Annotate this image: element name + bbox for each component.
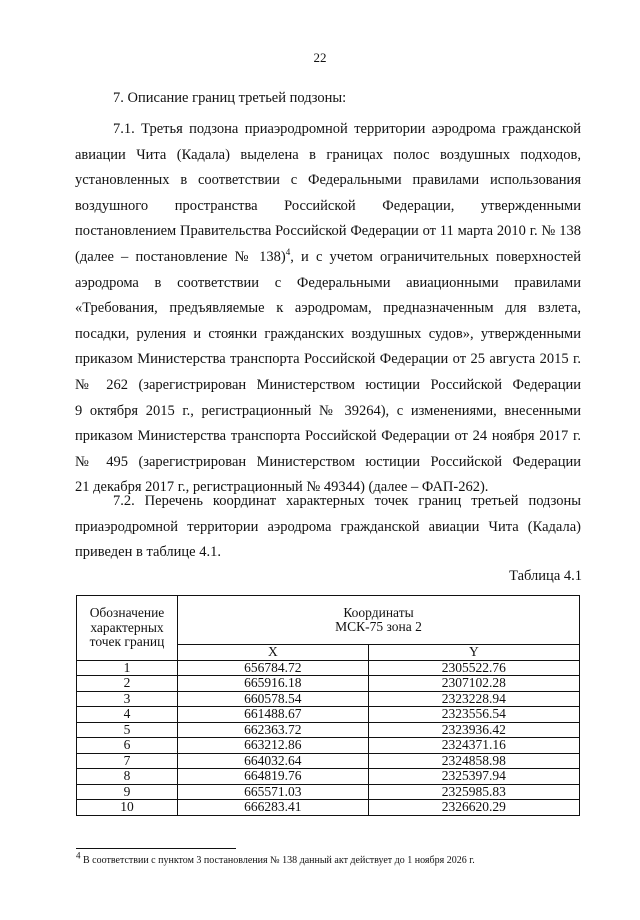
cell-x: 660578.54 <box>178 691 369 707</box>
text-line: приаэродромной территории аэродрома гражданской авиации Чита (Кадала) <box>75 518 581 535</box>
text-line: постановлением Правительства Российской Федерации от 11 марта 2010 г. № 138 <box>75 223 581 240</box>
text-line: приказом Министерства транспорта Российской Федерации от 24 ноября 2017 г. <box>75 428 581 445</box>
text-fragment: (далее – постановление № 138) <box>75 248 286 265</box>
cell-y: 2326620.29 <box>368 800 579 816</box>
header-coordinates-title: Координаты <box>343 604 414 620</box>
table-row <box>77 722 580 738</box>
text-line: приказом Министерства транспорта Российской Федерации от 25 августа 2015 г. <box>75 351 581 368</box>
cell-y: 2325985.83 <box>368 784 579 800</box>
table-row <box>77 691 580 707</box>
text-line: воздушного пространства Российской Федерации, утвержденными <box>75 197 581 214</box>
footnote-marker: 4 <box>76 850 81 861</box>
section-heading: 7. Описание границ третьей подзоны: <box>113 90 347 106</box>
cell-n: 3 <box>77 691 178 707</box>
text-fragment: , и с учетом ограничительных поверхностей <box>290 248 581 265</box>
cell-n: 6 <box>77 738 178 754</box>
cell-n: 9 <box>77 784 178 800</box>
footnote-ref: 4 <box>285 247 291 258</box>
header-y: Y <box>368 645 579 661</box>
page-number: 22 <box>313 50 327 65</box>
cell-y: 2307102.28 <box>368 676 579 692</box>
header-coordinates <box>178 596 580 645</box>
cell-y: 2324858.98 <box>368 753 579 769</box>
text-line: посадки, руления и стоянки гражданских воздушных судов», утвержденными <box>75 325 581 342</box>
table-body <box>77 660 580 815</box>
paragraph-7-1 <box>75 117 581 501</box>
text-line: № 262 (зарегистрирован Министерством юстиции Российской Федерации <box>75 376 581 393</box>
cell-y: 2305522.76 <box>368 660 579 676</box>
text-line: 21 декабря 2017 г., регистрационный № 49344) (далее – ФАП-262). <box>75 479 489 496</box>
cell-n: 8 <box>77 769 178 785</box>
cell-x: 662363.72 <box>178 722 369 738</box>
cell-x: 663212.86 <box>178 738 369 754</box>
text-line: № 495 (зарегистрирован Министерством юстиции Российской Федерации <box>75 453 581 470</box>
header-coordinates-system: МСК-75 зона 2 <box>335 619 422 634</box>
text-line: 7.2. Перечень координат характерных точек границ третьей подзоны <box>113 493 581 509</box>
header-points: Обозначение характерных точек границ <box>77 596 178 661</box>
cell-y: 2324371.16 <box>368 738 579 754</box>
cell-n: 2 <box>77 676 178 692</box>
cell-n: 5 <box>77 722 178 738</box>
cell-x: 665916.18 <box>178 676 369 692</box>
table-row <box>77 707 580 723</box>
cell-x: 664032.64 <box>178 753 369 769</box>
cell-n: 10 <box>77 800 178 816</box>
text-line: приведен в таблице 4.1. <box>75 544 221 561</box>
text-line: 9 октября 2015 г., регистрационный № 39264), с изменениями, внесенными <box>75 402 581 419</box>
table-row <box>77 738 580 754</box>
footnote-divider <box>76 848 236 849</box>
table-row <box>77 660 580 676</box>
text-line: аэродрома в соответствии с Федеральными авиационными правилами <box>75 274 581 291</box>
cell-x: 666283.41 <box>178 800 369 816</box>
cell-x: 665571.03 <box>178 784 369 800</box>
header-x: X <box>178 645 369 661</box>
cell-y: 2323936.42 <box>368 722 579 738</box>
footnote-text: В соответствии с пунктом 3 постановления № 138 данный акт действует до 1 ноября 2026 г. <box>80 855 475 866</box>
table-row <box>77 784 580 800</box>
cell-n: 1 <box>77 660 178 676</box>
table-header-row <box>77 596 580 645</box>
text-line-with-footnote <box>75 245 581 271</box>
cell-y: 2325397.94 <box>368 769 579 785</box>
text-line: 7.1. Третья подзона приаэродромной территории аэродрома гражданской <box>113 121 581 137</box>
cell-y: 2323556.54 <box>368 707 579 723</box>
footnote <box>76 850 475 866</box>
coordinates-table <box>76 595 580 816</box>
table-row <box>77 800 580 816</box>
table-row <box>77 769 580 785</box>
cell-y: 2323228.94 <box>368 691 579 707</box>
table-caption: Таблица 4.1 <box>509 568 582 584</box>
table-row <box>77 753 580 769</box>
cell-n: 4 <box>77 707 178 723</box>
cell-n: 7 <box>77 753 178 769</box>
cell-x: 656784.72 <box>178 660 369 676</box>
paragraph-7-2 <box>75 489 581 566</box>
table-row <box>77 676 580 692</box>
text-line: установленных в соответствии с Федеральными правилами использования <box>75 172 581 189</box>
cell-x: 661488.67 <box>178 707 369 723</box>
text-line: «Требования, предъявляемые к аэродромам, предназначенным для взлета, <box>75 300 581 317</box>
text-line: авиации Чита (Кадала) выделена в границах полос воздушных подходов, <box>75 146 581 163</box>
cell-x: 664819.76 <box>178 769 369 785</box>
